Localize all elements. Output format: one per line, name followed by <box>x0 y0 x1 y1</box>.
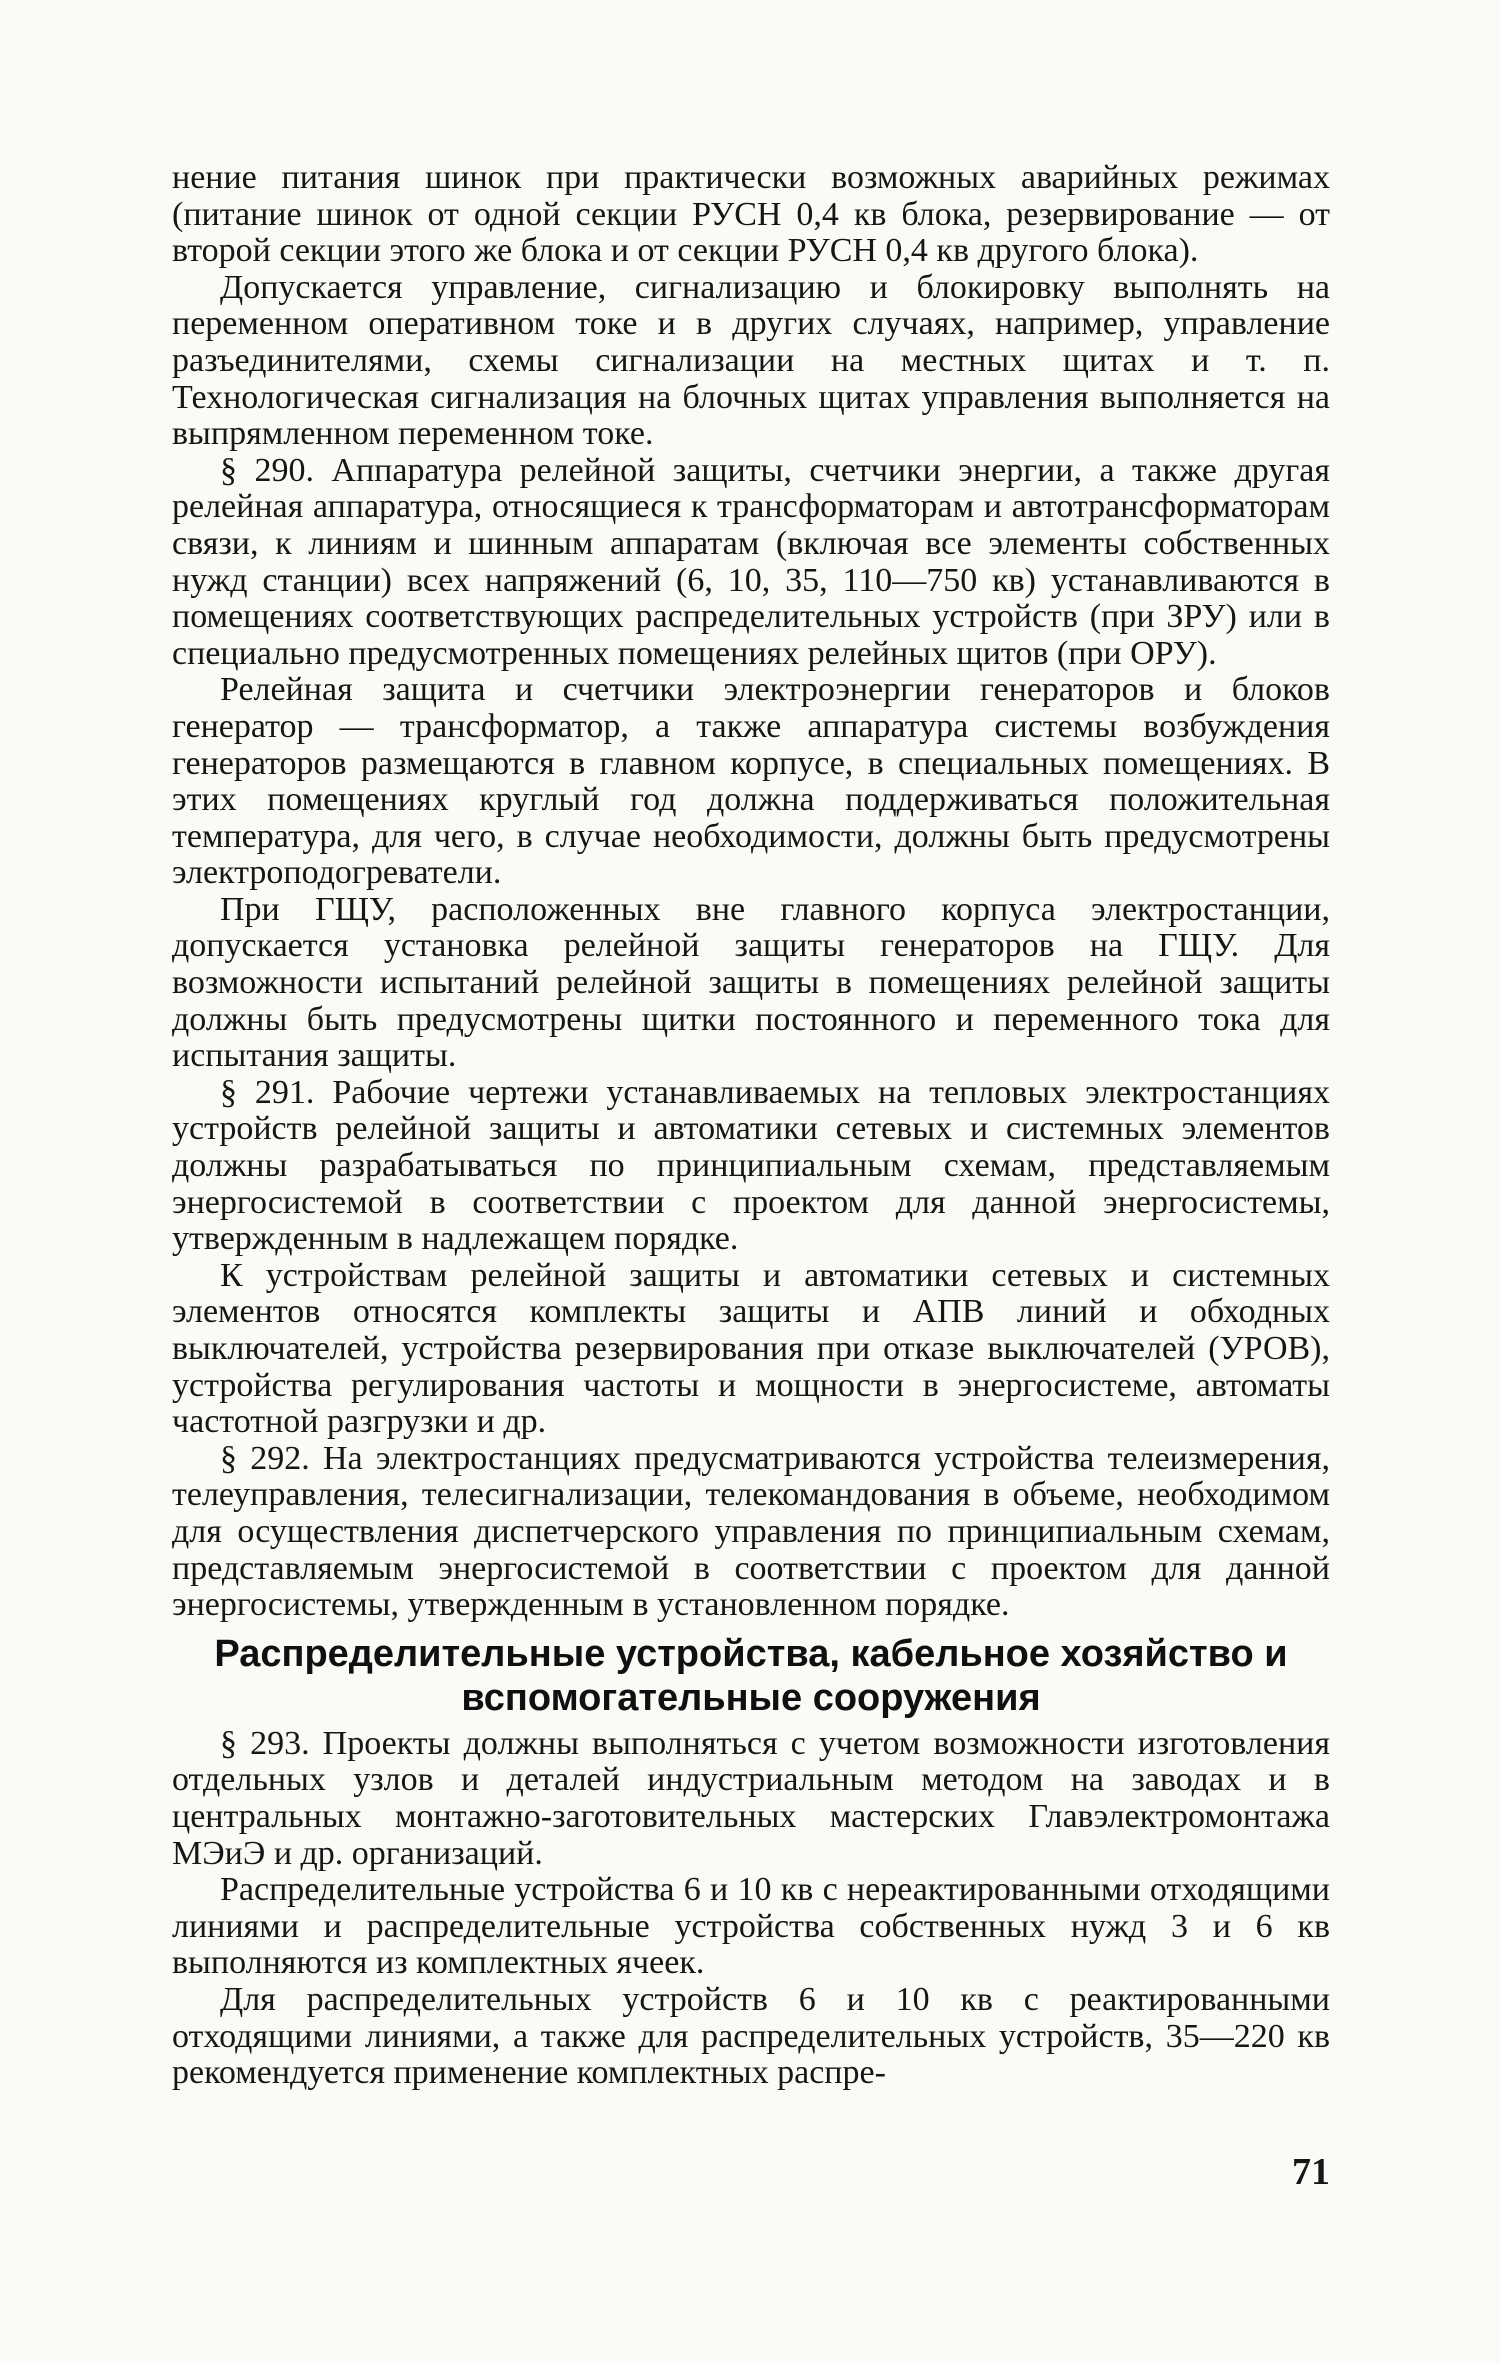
paragraph: § 292. На электростанциях предусматриваются устройства телеизмерения, телеуправления, телесигнализации, телекомандования в объеме, необходимом для осуществления диспетчерского управления по принципиальным схемам, представляемым энергосистемой в соответствии с проектом для данной энергосистемы, утвержденным в установленном порядке. <box>172 1439 1330 1624</box>
section-heading: Распределительные устройства, кабельное хозяйство и вспомогательные сооружения <box>214 1632 1288 1719</box>
paragraph: § 290. Аппаратура релейной защиты, счетчики энергии, а также другая релейная аппаратура, относящиеся к трансформаторам и автотрансформаторам связи, к линиям и шинным аппаратам (включая все элементы собственных нужд станции) всех напряжений (6, 10, 35, 110—750 кв) устанавливаются в помещениях соответствующих распределительных устройств (при ЗРУ) или в специально предусмотренных помещениях релейных щитов (при ОРУ). <box>172 451 1330 672</box>
page-number: 71 <box>1292 2151 1330 2193</box>
paragraph: К устройствам релейной защиты и автоматики сетевых и системных элементов относятся комплекты защиты и АПВ линий и обходных выключателей, устройства резервирования при отказе выключателей (УРОВ), устройства регулирования частоты и мощности в энергосистеме, автоматы частотной разгрузки и др. <box>172 1256 1330 1441</box>
paragraph: Релейная защита и счетчики электроэнергии генераторов и блоков генератор — трансформатор, а также аппаратура системы возбуждения генераторов размещаются в главном корпусе, в специальных помещениях. В этих помещениях круглый год должна поддерживаться положительная температура, для чего, в случае необходимости, должны быть предусмотрены электроподогреватели. <box>172 671 1330 892</box>
paragraph: Распределительные устройства 6 и 10 кв с нереактированными отходящими линиями и распределительные устройства собственных нужд 3 и 6 кв выполняются из комплектных ячеек. <box>172 1871 1330 1982</box>
page-text <box>172 160 1330 2092</box>
paragraph: Допускается управление, сигнализацию и блокировку выполнять на переменном оперативном токе и в других случаях, например, управление разъединителями, схемы сигнализации на местных щитах и т. п. Технологическая сигнализация на блочных щитах управления выполняется на выпрямленном переменном токе. <box>172 268 1330 453</box>
paragraph: нение питания шинок при практически возможных аварийных режимах (питание шинок от одной секции РУСН 0,4 кв блока, резервирование — от второй секции этого же блока и от секции РУСН 0,4 кв другого блока). <box>172 159 1330 270</box>
paragraph: § 293. Проекты должны выполняться с учетом возможности изготовления отдельных узлов и деталей индустриальным методом на заводах и в центральных монтажно-заготовительных мастерских Главэлектромонтажа МЭиЭ и др. организаций. <box>172 1724 1330 1872</box>
paragraph: При ГЩУ, расположенных вне главного корпуса электростанции, допускается установка релейной защиты генераторов на ГЩУ. Для возможности испытаний релейной защиты в помещениях релейной защиты должны быть предусмотрены щитки постоянного и переменного тока для испытания защиты. <box>172 890 1330 1075</box>
paragraph: Для распределительных устройств 6 и 10 кв с реактированными отходящими линиями, а также для распределительных устройств, 35—220 кв рекомендуется применение комплектных распре- <box>172 1980 1330 2092</box>
paragraph: § 291. Рабочие чертежи устанавливаемых на тепловых электростанциях устройств релейной защиты и автоматики сетевых и системных элементов должны разрабатываться по принципиальным схемам, представляемым энергосистемой в соответствии с проектом для данной энергосистемы, утвержденным в надлежащем порядке. <box>172 1073 1330 1258</box>
